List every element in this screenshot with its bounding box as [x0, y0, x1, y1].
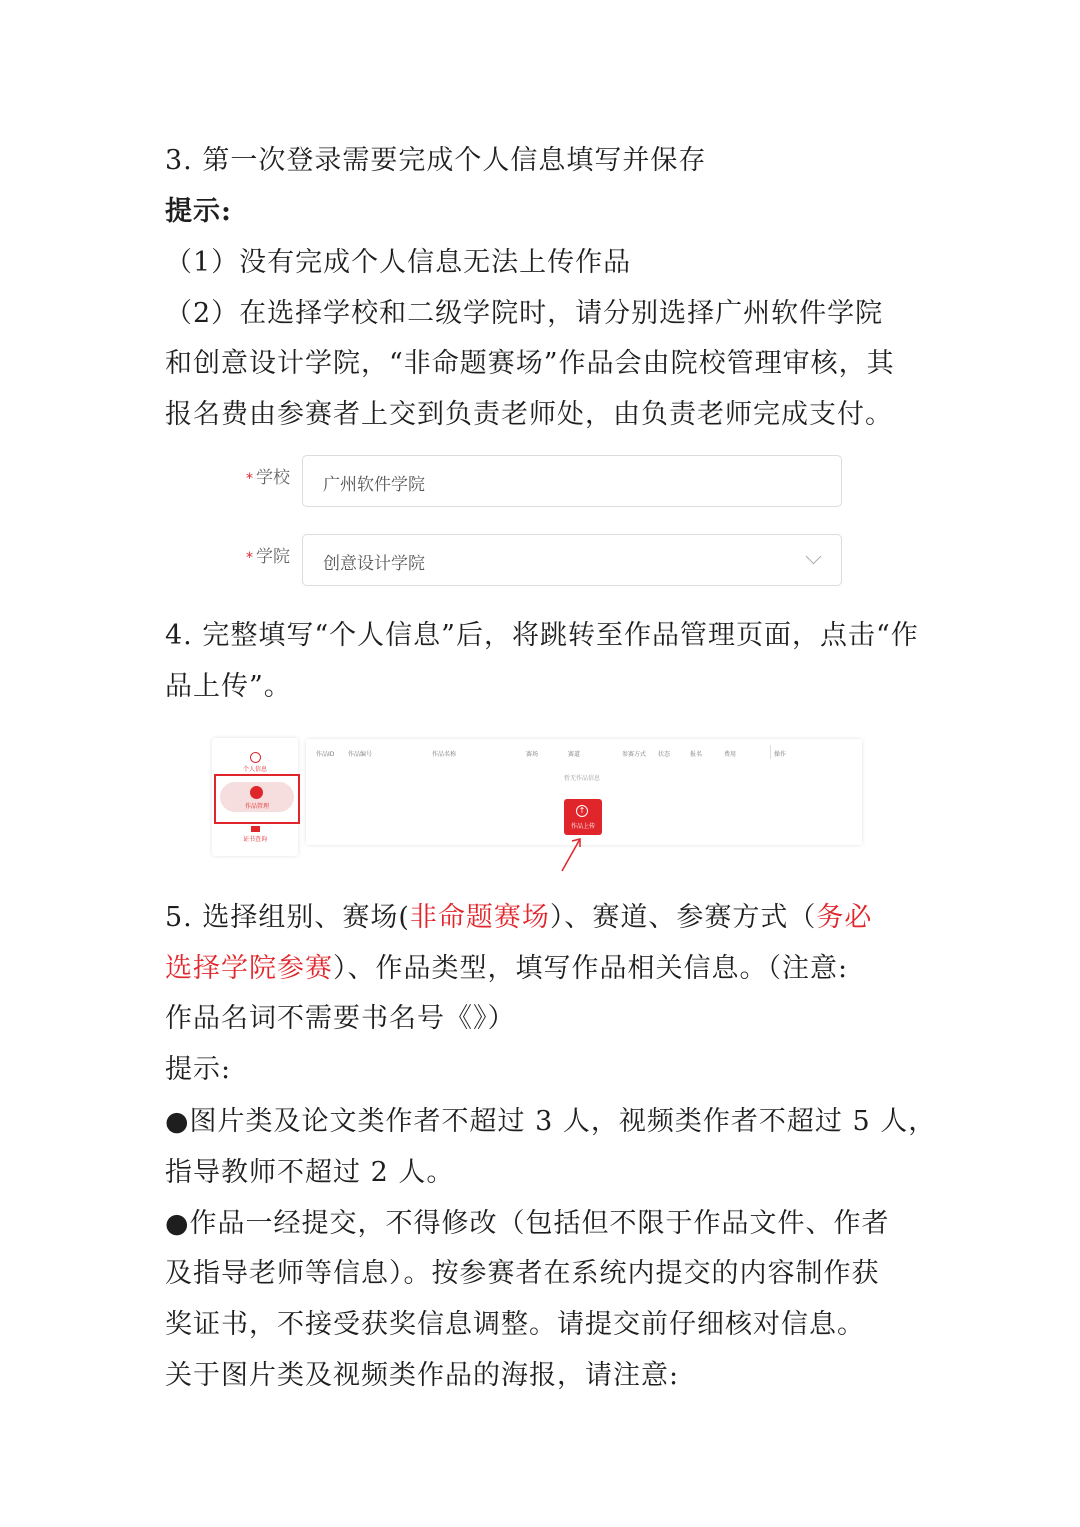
step4-line2: 品上传”。 — [165, 671, 292, 702]
col-header: 费用 — [724, 751, 737, 758]
step4-line1: 4. 完整填写“个人信息”后，将跳转至作品管理页面，点击“作 — [165, 620, 919, 651]
pointer-arrow-icon — [558, 835, 588, 875]
step5-line1 — [165, 898, 925, 938]
bullet2-line1: ●作品一经提交，不得修改（包括但不限于作品文件、作者 — [165, 1208, 890, 1239]
step5-text: ）、作品类型，填写作品相关信息。（注意: — [333, 953, 849, 984]
school-label-text: 学校 — [256, 468, 290, 488]
school-input[interactable] — [302, 455, 842, 507]
college-value: 创意设计学院 — [323, 554, 425, 574]
step3-tip1: （1）没有完成个人信息无法上传作品 — [165, 247, 632, 278]
step5-line3: 作品名词不需要书名号《》） — [165, 1003, 516, 1034]
highlight-box — [214, 774, 300, 824]
upload-work-button[interactable] — [564, 799, 602, 835]
step5-line2 — [165, 949, 925, 989]
step5-highlight: 非命题赛场 — [409, 902, 550, 933]
col-header: 作品名称 — [432, 751, 457, 758]
empty-message: 暂无作品信息 — [564, 775, 601, 782]
col-header: 状态 — [658, 751, 671, 758]
closing-line: 关于图片类及视频类作品的海报，请注意: — [165, 1360, 680, 1391]
step3-tip2-line3: 报名费由参赛者上交到负责老师处，由负责老师完成支付。 — [165, 399, 893, 430]
college-row — [230, 534, 850, 590]
step5-text: 5. 选择组别、赛场( — [165, 902, 410, 933]
school-row — [230, 455, 850, 511]
step5-tip-label: 提示: — [165, 1054, 232, 1085]
col-header: 作品编号 — [348, 751, 373, 758]
col-header: 参赛方式 — [622, 751, 647, 758]
step3-heading: 3. 第一次登录需要完成个人信息填写并保存 — [165, 145, 707, 176]
college-select[interactable] — [302, 534, 842, 586]
col-header: 赛场 — [526, 751, 539, 758]
col-header: 报名 — [690, 751, 703, 758]
user-icon — [250, 752, 261, 763]
col-header: 操作 — [774, 751, 787, 758]
side-item-label: 作品管理 — [244, 803, 269, 810]
college-label-text: 学院 — [256, 547, 290, 567]
required-mark: * — [246, 550, 253, 566]
bullet1-line2: 指导教师不超过 2 人。 — [165, 1157, 455, 1188]
upload-arrow-icon: ↑ — [576, 805, 588, 817]
side-item-label: 证书查询 — [242, 836, 267, 843]
col-header: 赛道 — [568, 751, 581, 758]
school-label — [230, 463, 290, 488]
step5-highlight: 务必 — [816, 902, 873, 933]
work-management-screenshot — [208, 735, 868, 875]
step3-tip2-line1: （2）在选择学校和二级学院时，请分别选择广州软件学院 — [165, 298, 884, 329]
col-header: 作品ID — [316, 751, 335, 758]
required-mark: * — [246, 471, 253, 487]
step3-tip-label: 提示: — [165, 196, 232, 227]
side-item-label: 个人信息 — [242, 766, 267, 773]
school-value: 广州软件学院 — [323, 475, 425, 495]
side-item-certificate[interactable] — [212, 826, 298, 843]
step3-tip2-line2: 和创意设计学院，“非命题赛场”作品会由院校管理审核，其 — [165, 348, 895, 379]
bullet1-line1: ●图片类及论文类作者不超过 3 人，视频类作者不超过 5 人， — [165, 1106, 937, 1137]
college-label — [230, 542, 290, 567]
chevron-down-icon — [806, 549, 822, 565]
side-nav — [212, 738, 298, 856]
side-item-profile[interactable] — [212, 752, 298, 773]
certificate-icon — [251, 826, 260, 832]
col-divider — [770, 745, 771, 759]
step5-text: ）、赛道、参赛方式（ — [549, 902, 817, 933]
step5-highlight: 选择学院参赛 — [165, 953, 333, 984]
bullet2-line3: 奖证书，不接受获奖信息调整。请提交前仔细核对信息。 — [165, 1309, 865, 1340]
upload-button-label: 作品上传 — [570, 823, 595, 830]
bullet2-line2: 及指导老师等信息）。按参赛者在系统内提交的内容制作获 — [165, 1258, 880, 1289]
